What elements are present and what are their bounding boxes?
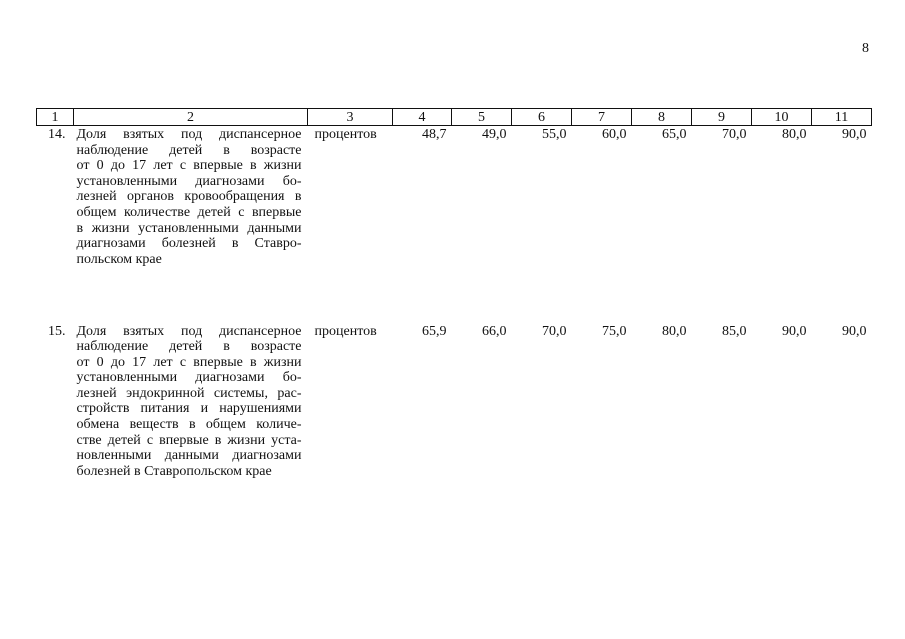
value-cell: 70,0 xyxy=(722,127,747,142)
indicator-name-line: польском крае xyxy=(76,251,162,267)
value-cell: 49,0 xyxy=(482,127,507,142)
column-header: 3 xyxy=(308,109,393,126)
indicator-name-line: болезней в Ставропольском крае xyxy=(76,463,272,479)
column-header: 1 xyxy=(37,109,74,126)
indicator-name-line: установленными диагнозами бо- xyxy=(76,173,302,189)
indicator-name-line: новленными данными диагнозами xyxy=(76,448,302,464)
value-cell: 65,9 xyxy=(422,323,447,339)
column-header: 5 xyxy=(452,109,512,126)
indicators-table xyxy=(36,108,872,503)
indicator-name-line: в жизни установленными данными xyxy=(76,220,302,236)
indicator-name-line: стройств питания и нарушениями xyxy=(76,401,302,417)
indicator-name-line: обмена веществ в общем количе- xyxy=(76,417,302,433)
indicator-name-line: Доля взятых под диспансерное xyxy=(76,323,302,339)
column-header: 10 xyxy=(752,109,812,126)
value-cell: 55,0 xyxy=(542,127,567,142)
value-cell: 75,0 xyxy=(602,323,627,339)
indicator-name-line: Доля взятых под диспансерное xyxy=(76,127,302,142)
value-cell: 90,0 xyxy=(842,127,867,142)
indicator-name-line: лезней эндокринной системы, рас- xyxy=(76,385,302,401)
value-cell: 90,0 xyxy=(782,323,807,339)
indicator-name-line: от 0 до 17 лет с впервые в жизни xyxy=(76,158,302,174)
column-header: 8 xyxy=(632,109,692,126)
unit-cell: процентов xyxy=(314,323,377,339)
value-cell: 66,0 xyxy=(482,323,507,339)
indicator-name-line: от 0 до 17 лет с впервые в жизни xyxy=(76,354,302,370)
indicator-name-line: наблюдение детей в возрасте xyxy=(76,142,302,158)
column-header: 11 xyxy=(812,109,872,126)
indicator-name-line: общем количестве детей с впервые xyxy=(76,204,302,220)
unit-cell: процентов xyxy=(314,127,377,142)
value-cell: 80,0 xyxy=(662,323,687,339)
column-header: 4 xyxy=(393,109,452,126)
row-number: 15. xyxy=(48,323,66,339)
column-header: 2 xyxy=(74,109,308,126)
column-header: 7 xyxy=(572,109,632,126)
indicator-name xyxy=(74,126,308,323)
page-number: 8 xyxy=(862,41,869,56)
indicator-name-line: стве детей с впервые в жизни уста- xyxy=(76,432,302,448)
value-cell: 48,7 xyxy=(422,127,447,142)
header-row xyxy=(37,109,872,126)
value-cell: 90,0 xyxy=(842,323,867,339)
indicator-name xyxy=(74,323,308,503)
row-number: 14. xyxy=(48,127,66,142)
table-row xyxy=(37,126,872,323)
indicator-name-line: наблюдение детей в возрасте xyxy=(76,339,302,355)
value-cell: 60,0 xyxy=(602,127,627,142)
indicator-name-line: диагнозами болезней в Ставро- xyxy=(76,236,302,252)
value-cell: 80,0 xyxy=(782,127,807,142)
column-header: 6 xyxy=(512,109,572,126)
value-cell: 65,0 xyxy=(662,127,687,142)
value-cell: 70,0 xyxy=(542,323,567,339)
table-row xyxy=(37,323,872,503)
indicator-name-line: лезней органов кровообращения в xyxy=(76,189,302,205)
column-header: 9 xyxy=(692,109,752,126)
value-cell: 85,0 xyxy=(722,323,747,339)
indicator-name-line: установленными диагнозами бо- xyxy=(76,370,302,386)
